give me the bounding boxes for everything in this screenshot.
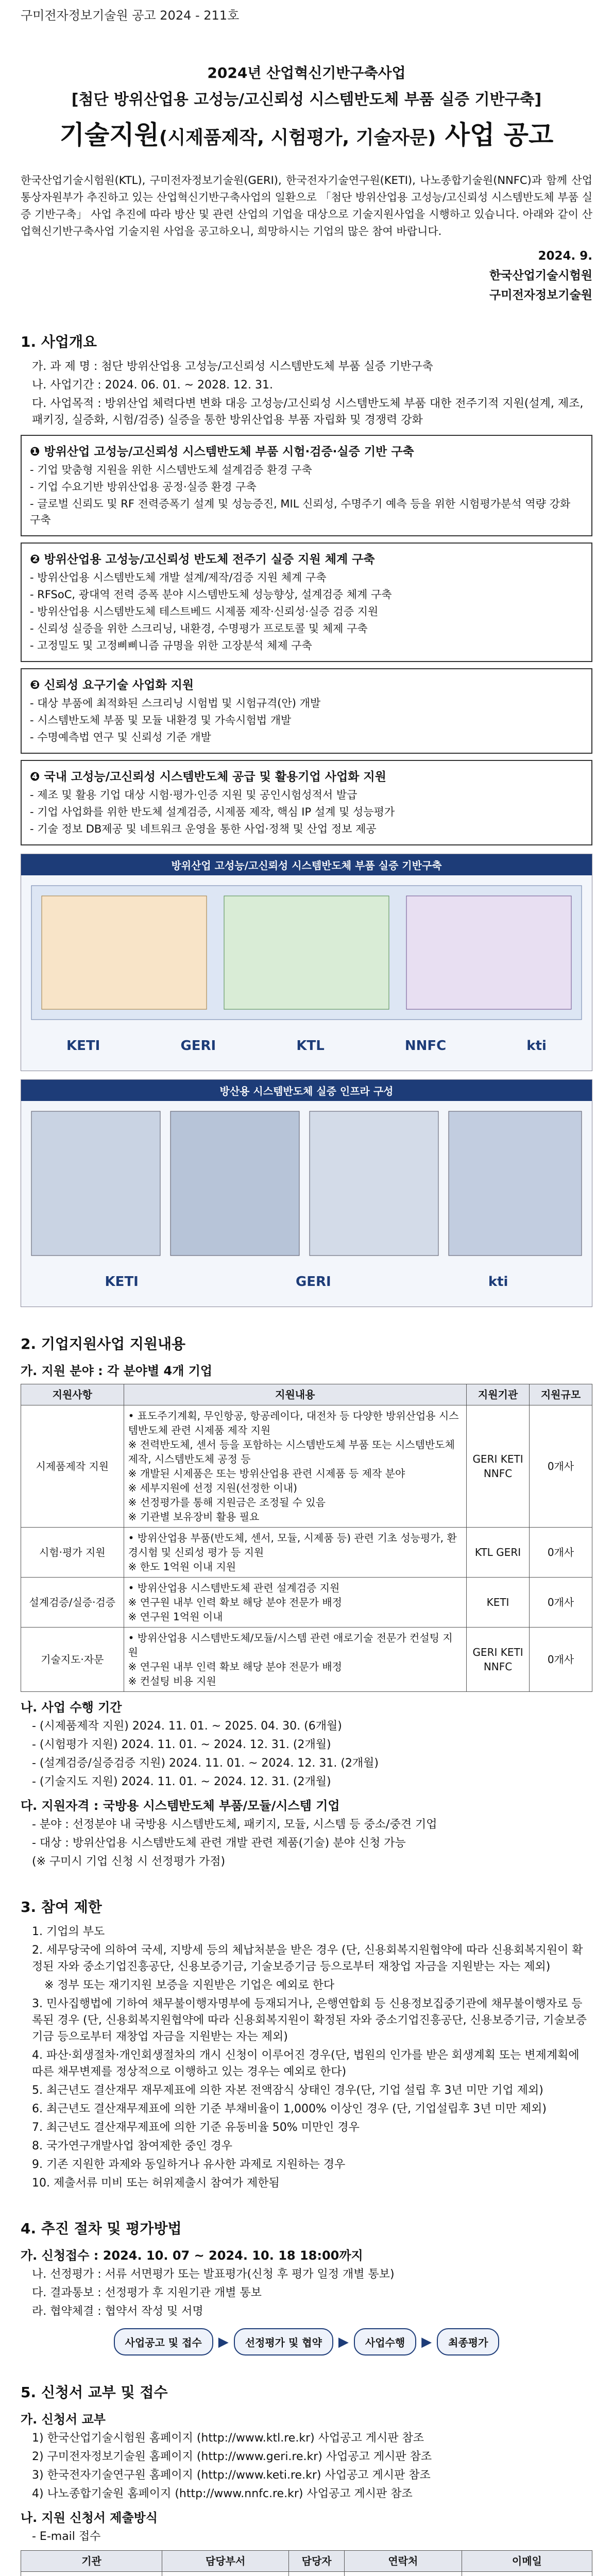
arrow-right-icon: ▶ — [338, 2334, 349, 2350]
objective-title: ❸ 신뢰성 요구기술 사업화 지원 — [30, 679, 194, 692]
contact-person — [289, 2572, 345, 2576]
keti-logo: KETI — [66, 1038, 100, 1054]
restriction-item: 6. 최근년도 결산재무제표에 의한 기준 부채비율이 1,000% 이상인 경우 (단, 기업설립후 3년 미만 제외) — [32, 2103, 547, 2115]
issue-date: 2024. 9. — [538, 249, 592, 263]
restriction-item: 3. 민사집행법에 기하여 채무불이행자명부에 등재되거나, 은행연합회 등 신용정보집중기관에 채무불이행자로 등록된 경우 (단, 신용회복지원협약에 따라 신용회복지원이 확정된 자와 중소기업진흥공단, 신용보증기금, 기술보증기금 등으로부터 재창업 자금을 지원받는 자는 제외) — [32, 1997, 587, 2043]
objective-box-4 — [21, 760, 592, 845]
support-detail: • 방위산업용 부품(반도체, 센서, 모듈, 시제품 등) 관련 기초 성능평가, 환경시험 및 신뢰성 평가 등 지원 ※ 한도 1억원 이내 지원 — [124, 1528, 466, 1578]
objective-title: ❹ 국내 고성능/고신뢰성 시스템반도체 공급 및 활용기업 사업화 지원 — [30, 770, 386, 784]
support-scale: 0개사 — [530, 1405, 592, 1528]
infra-figure-2 — [21, 1079, 592, 1307]
flow-step: 사업공고 및 접수 — [114, 2328, 213, 2355]
col-header: 담당부서 — [162, 2551, 289, 2572]
col-header: 연락처 — [344, 2551, 462, 2572]
support-subheading: 가. 지원 분야 : 각 분야별 4개 기업 — [21, 1364, 213, 1378]
ktl-logo: KTL — [296, 1038, 325, 1054]
support-scale: 0개사 — [530, 1628, 592, 1692]
partner-logos — [21, 1032, 592, 1060]
objective-title: ❶ 방위산업 고성능/고신뢰성 시스템반도체 부품 시험·검증·실증 기반 구축 — [30, 445, 414, 459]
table-row — [21, 1405, 592, 1528]
restriction-item: 7. 최근년도 결산재무제표에 의한 기준 유동비율 50% 미만인 경우 — [32, 2121, 360, 2134]
col-header: 지원기관 — [467, 1384, 530, 1405]
objective-line: - 방위산업용 시스템반도체 테스트베드 시제품 제작·신뢰성·실증 검증 지원 — [30, 605, 379, 618]
support-detail: • 방위산업용 시스템반도체/모듈/시스템 관련 애로기술 전문가 컨설팅 지원 ※ 연구원 내부 인력 확보 해당 분야 전문가 배정 ※ 컨설팅 비용 지원 — [124, 1628, 466, 1692]
arrow-right-icon: ▶ — [218, 2334, 229, 2350]
objective-line: - 글로벌 신뢰도 및 RF 전력증폭기 설계 및 성능증진, MIL 신뢰성, 수명주기 예측 등을 위한 시험평가분석 역량 강화 구축 — [30, 498, 571, 526]
objective-line: - 신뢰성 실증을 위한 스크리닝, 내환경, 수명평가 프로토콜 및 체제 구축 — [30, 622, 368, 635]
restriction-item: 1. 기업의 부도 — [32, 1925, 105, 1938]
diagram-block-process — [224, 896, 389, 1009]
form-issue-item[interactable]: 2) 구미전자정보기술원 홈페이지 (http://www.geri.re.kr) 사업공고 게시판 참조 — [32, 2450, 432, 2463]
objective-line: - 시스템반도체 부품 및 모듈 내환경 및 가속시험법 개발 — [30, 714, 292, 726]
eligibility-item: - 분야 : 선정분야 내 국방용 시스템반도체, 패키지, 모듈, 시스템 등 중소/중견 기업 — [32, 1818, 437, 1831]
support-type: 설계검증/실증·검증 — [21, 1578, 124, 1628]
restriction-item: 5. 최근년도 결산재무 재무제표에 의한 자본 전액잠식 상태인 경우(단, 기업 설립 후 3년 미만 기업 제외) — [32, 2084, 543, 2097]
phone — [344, 2572, 462, 2576]
restriction-item: 9. 기존 지원한 과제와 동일하거나 유사한 과제로 지원하는 경우 — [32, 2158, 346, 2171]
geri-logo: GERI — [295, 1274, 331, 1290]
title-main-detail: (시제품제작, 시험평가, 기술자문) — [159, 127, 436, 148]
equipment-photo — [310, 1111, 438, 1256]
equipment-photo — [449, 1111, 582, 1256]
period-item: - (시제품제작 지원) 2024. 11. 01. ~ 2025. 04. 30. (6개월) — [32, 1720, 342, 1733]
objective-line: - RFSoC, 광대역 전력 증폭 분야 시스템반도체 성능향상, 설계검증 체계 구축 — [30, 588, 392, 601]
announcement-number: 구미전자정보기술원 공고 2024 - 211호 — [21, 8, 240, 23]
support-type: 기술지도·자문 — [21, 1628, 124, 1692]
objective-title: ❷ 방위산업용 고성능/고신뢰성 반도체 전주기 실증 지원 체계 구축 — [30, 553, 375, 566]
equipment-photo — [171, 1111, 299, 1256]
keti-logo: KETI — [105, 1274, 139, 1290]
support-detail: • 표도주기계획, 무인항공, 항공레이다, 대전차 등 다양한 방위산업용 시스템반도체 관련 시제품 제작 지원 ※ 전력반도체, 센서 등을 포함하는 시스템반도체 부품 또는 시스템반도체 제작, 시스템반도체 공정 등 ※ 개발된 시제품은 또는 방위산업용 관련 시제품 등 제작 분야 ※ 세부지원에 선정 지원(선정한 이내) ※ 선정평가를 통해 지원금은 조정될 수 있음 ※ 기관별 보유장비 활용 필요 — [124, 1405, 466, 1528]
form-issue-item[interactable]: 4) 나노종합기술원 홈페이지 (http://www.nnfc.re.kr) 사업공고 게시판 참조 — [32, 2487, 413, 2500]
objective-line: - 대상 부품에 최적화된 스크리닝 시험법 및 시험규격(안) 개발 — [30, 697, 321, 709]
issuer-org1: 한국산업기술시험원 — [489, 269, 592, 282]
title-line1: 2024년 산업혁신기반구축사업 — [207, 64, 406, 81]
figure-diagram — [21, 875, 592, 1030]
section-restriction-heading: 3. 참여 제한 — [21, 1899, 102, 1916]
objective-line: - 수명예측법 연구 및 신뢰성 기준 개발 — [30, 731, 211, 743]
support-agency: KETI — [467, 1578, 530, 1628]
table-row — [21, 1528, 592, 1578]
objective-line: - 고정밀도 및 고정삐삐니즘 규명을 위한 고장분석 체제 구축 — [30, 639, 312, 652]
flow-step: 선정평가 및 협약 — [234, 2328, 333, 2355]
table-header-row — [21, 1384, 592, 1405]
objective-line: - 제조 및 활용 기업 대상 시험·평가·인증 지원 및 공인시험성적서 발급 — [30, 789, 357, 801]
support-agency: GERI KETI NNFC — [467, 1628, 530, 1692]
period-subheading: 나. 사업 수행 기간 — [21, 1700, 122, 1715]
support-agency: GERI KETI NNFC — [467, 1405, 530, 1528]
title-block — [21, 62, 592, 151]
restriction-item: 2. 세무당국에 의하여 국세, 지방세 등의 체납처분을 받은 경우 (단, 신용회복지원협약에 따라 신용회복지원이 확정된 자와 중소기업진흥공단, 신용보증기금, 기술보증기금 등으로부터 재창업 자금을 지원받는 자는 제외) — [32, 1944, 583, 1973]
overview-item: 다. 사업목적 : 방위산업 체력다변 변화 대응 고성능/고신뢰성 시스템반도체 부품 대한 전주기적 지원(설계, 제조, 패키징, 실증화, 시험/검증) 실증을 통한 방위산업용 부품 자립화 및 경쟁력 강화 — [32, 397, 584, 427]
overview-item: 나. 사업기간 : 2024. 06. 01. ~ 2028. 12. 31. — [32, 379, 273, 392]
title-line2: [첨단 방위산업용 고성능/고신뢰성 시스템반도체 부품 실증 기반구축] — [71, 91, 542, 109]
submission-table — [21, 2550, 592, 2576]
period-item: - (설계검증/실증검증 지원) 2024. 11. 01. ~ 2024. 12. 31. (2개월) — [32, 1757, 379, 1770]
submission-subheading: 나. 지원 신청서 제출방식 — [21, 2511, 158, 2525]
issuer-block — [21, 246, 592, 305]
procedure-flow — [21, 2328, 592, 2355]
support-agency: KTL GERI — [467, 1528, 530, 1578]
form-issue-item[interactable]: 1) 한국산업기술시험원 홈페이지 (http://www.ktl.re.kr) 사업공고 게시판 참조 — [32, 2432, 424, 2445]
form-issue-subheading: 가. 신청서 교부 — [21, 2412, 106, 2427]
table-row — [21, 1628, 592, 1692]
flow-step: 최종평가 — [437, 2328, 499, 2355]
objective-box-3 — [21, 668, 592, 754]
eligibility-item: (※ 구미시 기업 신청 시 선정평가 가점) — [32, 1855, 226, 1868]
partner-logos — [21, 1268, 592, 1296]
figure-title: 방위산업 고성능/고신뢰성 시스템반도체 부품 실증 기반구축 — [21, 854, 592, 875]
support-type: 시험·평가 지원 — [21, 1528, 124, 1578]
objective-line: - 기업 수요기반 방위산업용 공정·실증 환경 구축 — [30, 481, 257, 493]
infra-figure-1 — [21, 854, 592, 1071]
title-main-tail: 사업 공고 — [436, 120, 554, 150]
kti-logo: kti — [488, 1274, 508, 1290]
col-header: 담당자 — [289, 2551, 345, 2572]
table-header-row — [21, 2551, 592, 2572]
procedure-item: 다. 결과통보 : 선정평가 후 지원기관 개별 통보 — [32, 2286, 262, 2299]
submission-method: - E-mail 접수 — [32, 2530, 101, 2543]
geri-logo: GERI — [180, 1038, 216, 1054]
col-header: 이메일 — [462, 2551, 592, 2572]
col-header: 지원내용 — [124, 1384, 466, 1405]
title-main — [21, 114, 592, 151]
objective-line: - 방위산업용 시스템반도체 개발 설계/제작/검증 지원 체계 구축 — [30, 571, 327, 584]
department — [162, 2572, 289, 2576]
restriction-note: ※ 정부 또는 재기지원 보증을 지원받은 기업은 예외로 한다 — [44, 1979, 335, 1992]
support-detail: • 방위산업용 시스템반도체 관련 설계검증 지원 ※ 연구원 내부 인력 확보 해당 분야 전문가 배정 ※ 연구원 1억원 이내 — [124, 1578, 466, 1628]
nnfc-logo: NNFC — [404, 1038, 447, 1054]
diagram-block-verify — [406, 896, 571, 1009]
diagram-block-design — [42, 896, 207, 1009]
period-item: - (기술지도 지원) 2024. 11. 01. ~ 2024. 12. 31. (2개월) — [32, 1775, 331, 1788]
eligibility-item: - 대상 : 방위산업용 시스템반도체 관련 개발 관련 제품(기술) 분야 신청 가능 — [32, 1837, 406, 1850]
agency-name — [21, 2572, 162, 2576]
form-issue-item[interactable]: 3) 한국전자기술연구원 홈페이지 (http://www.keti.re.kr) 사업공고 게시판 참조 — [32, 2469, 431, 2482]
table-row — [21, 2572, 592, 2576]
email-link[interactable] — [462, 2572, 592, 2576]
support-table — [21, 1384, 592, 1692]
restriction-item: 8. 국가연구개발사업 참여제한 중인 경우 — [32, 2140, 232, 2153]
period-item: - (시험평가 지원) 2024. 11. 01. ~ 2024. 12. 31. (2개월) — [32, 1738, 331, 1751]
intro-paragraph: 한국산업기술시험원(KTL), 구미전자정보기술원(GERI), 한국전자기술연구원(KETI), 나노종합기술원(NNFC)과 함께 산업통상자원부가 추진하고 있는 산업혁신기반구축사업의 일환으로 「첨단 방위산업용 고성능/고신뢰성 시스템반도체 부품 실증 기반구축」 사업 추진에 따라 방산 및 관련 산업의 기업을 대상으로 기술지원사업을 시행하고 있습니다. 아래와 같이 산업혁신기반구축사업 기술지원 사업을 공고하오니, 희망하시는 기업의 많은 참여 바랍니다. — [21, 174, 592, 238]
restriction-item: 4. 파산·회생절차·개인회생절차의 개시 신청이 이루어진 경우(단, 법원의 인가를 받은 회생계획 또는 변제계획에 따른 채무변제를 정상적으로 이행하고 있는 경우는 예외로 한다) — [32, 2049, 580, 2078]
support-scale: 0개사 — [530, 1578, 592, 1628]
application-period: 가. 신청접수 : 2024. 10. 07 ~ 2024. 10. 18 18:00까지 — [21, 2248, 363, 2263]
figure-title: 방산용 시스템반도체 실증 인프라 구성 — [21, 1080, 592, 1101]
restriction-item: 10. 제출서류 미비 또는 허위제출시 참여가 제한됨 — [32, 2177, 280, 2190]
col-header: 지원사항 — [21, 1384, 124, 1405]
kti-logo: kti — [526, 1038, 547, 1054]
objective-box-1 — [21, 435, 592, 536]
section-procedure-heading: 4. 추진 절차 및 평가방법 — [21, 2220, 182, 2237]
overview-item: 가. 과 제 명 : 첨단 방위산업용 고성능/고신뢰성 시스템반도체 부품 실증 기반구축 — [32, 360, 433, 373]
procedure-item: 라. 협약체결 : 협약서 작성 및 서명 — [32, 2305, 203, 2318]
section-application-heading: 5. 신청서 교부 및 접수 — [21, 2384, 168, 2401]
procedure-item: 나. 선정평가 : 서류 서면평가 또는 발표평가(신청 후 평가 일정 개별 통보) — [32, 2268, 395, 2281]
eligibility-subheading: 다. 지원자격 : 국방용 시스템반도체 부품/모듈/시스템 기업 — [21, 1799, 340, 1813]
objective-line: - 기술 정보 DB제공 및 네트워크 운영을 통한 사업·정책 및 산업 정보 제공 — [30, 823, 377, 835]
section-support-heading: 2. 기업지원사업 지원내용 — [21, 1335, 186, 1352]
issuer-org2: 구미전자정보기술원 — [489, 289, 592, 302]
flow-step: 사업수행 — [354, 2328, 416, 2355]
col-header: 기관 — [21, 2551, 162, 2572]
section-overview-heading: 1. 사업개요 — [21, 333, 97, 350]
title-main-label: 기술지원 — [59, 120, 159, 150]
objective-box-2 — [21, 543, 592, 662]
arrow-right-icon: ▶ — [421, 2334, 432, 2350]
objective-line: - 기업 사업화를 위한 반도체 설계검증, 시제품 제작, 핵심 IP 설계 및 성능평가 — [30, 806, 395, 818]
col-header: 지원규모 — [530, 1384, 592, 1405]
objective-line: - 기업 맞춤형 지원을 위한 시스템반도체 설계검증 환경 구축 — [30, 464, 312, 476]
table-row — [21, 1578, 592, 1628]
support-scale: 0개사 — [530, 1528, 592, 1578]
support-type: 시제품제작 지원 — [21, 1405, 124, 1528]
figure-photos — [21, 1101, 592, 1266]
equipment-photo — [31, 1111, 160, 1256]
